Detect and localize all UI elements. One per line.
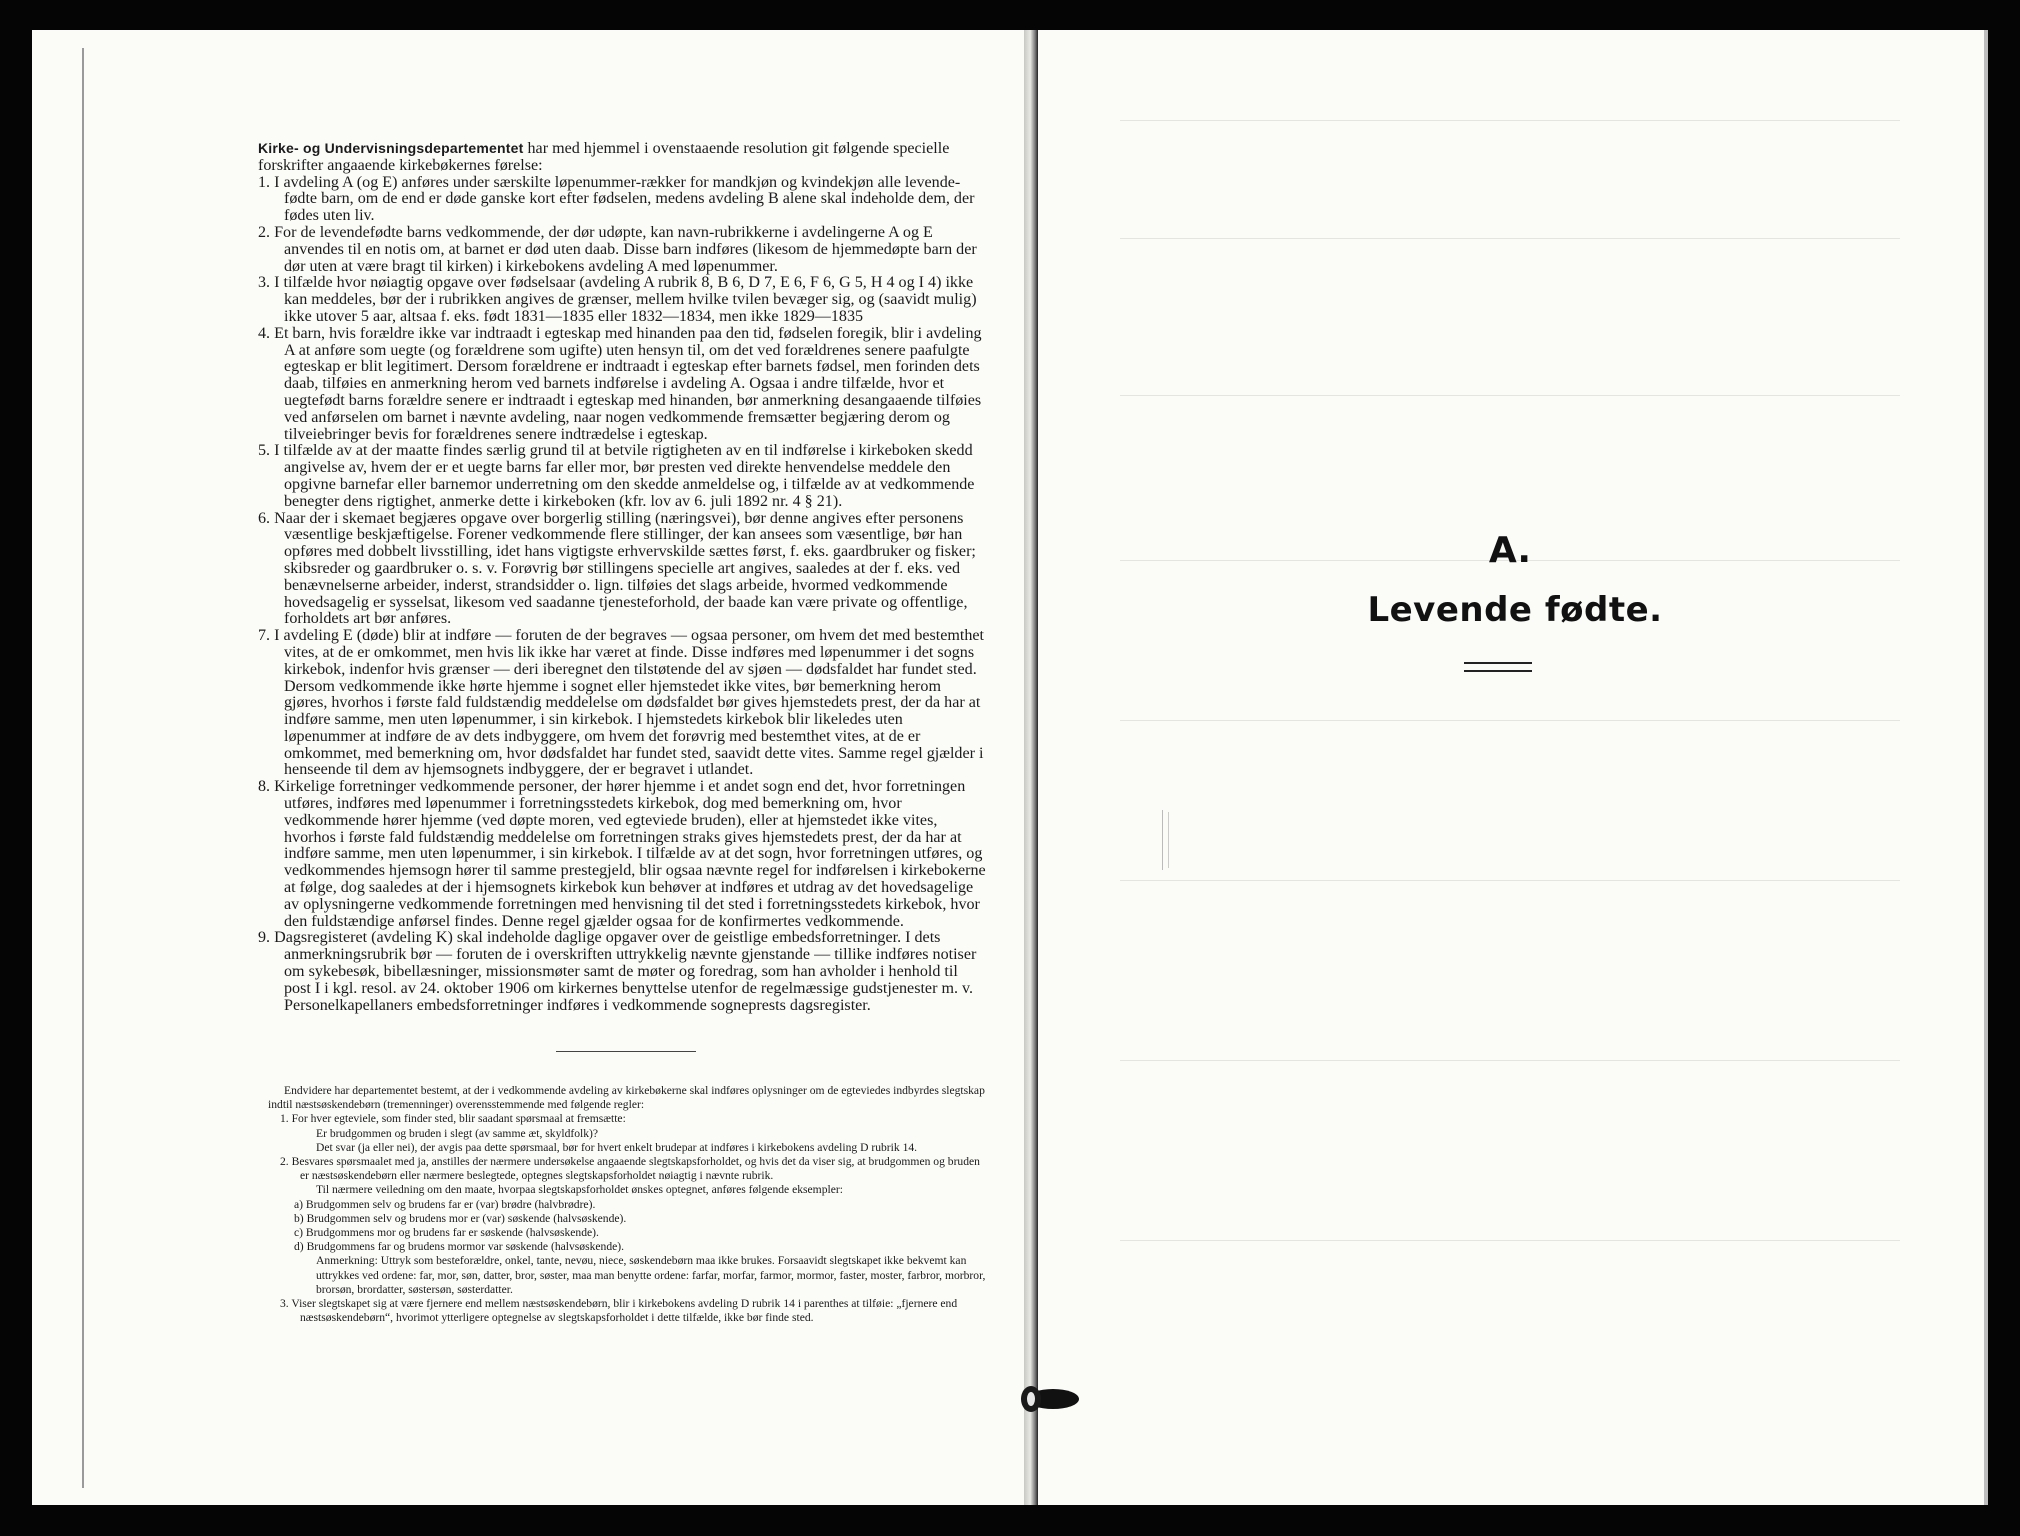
item-number: 4. <box>258 324 271 342</box>
instructions-intro <box>258 140 988 175</box>
item-number: 9. <box>258 929 271 947</box>
item-text: Kirkelige forretninger vedkommende personer, der hører hjemme i et andet sogn end det, hvor forretningen utføres, indføres med løpenummer i forretningsstedets kirkebok, dog med bemerkning om, hvor vedkommende hører hjemme (ved døpte moren, ved egteviede bruden), eller at hjemstedet ikke vites, hvorhos i første fald fuldstændig meddelelse om forretningen straks gives hjemstedets prest, der da har at indføre samme, men uten løpenummer, i sin kirkebok. I tilfælde av at det sogn, hvor forretningen utføres, og vedkommendes hjemsogn hører til samme prestegjeld, blir ogsaa nævnte regel for indførelsen i kirkebokerne at følge, dog saaledes at der i hjemsognets kirkebok kun behøver at indføres et utdrag av det hovedsagelige av oplysningerne vedkommende forretningen med henvisning til det sted i forretningsstedets kirkebok, hvor den fuldstændige anførsel findes. Denne regel gjælder ogsaa for de konfirmertes vedkommende. <box>274 778 986 930</box>
show-through-mark <box>1162 810 1163 870</box>
example-text: Brudgommen selv og brudens far er (var) brødre (halvbrødre). <box>305 1197 596 1211</box>
section-title: Levende fødte. <box>1367 590 1663 630</box>
example-key: d) <box>294 1240 304 1254</box>
supplement-item-3 <box>268 1297 988 1325</box>
supplement-item <box>268 1155 988 1183</box>
example-item <box>268 1198 988 1212</box>
page-edge <box>1984 30 1988 1505</box>
item-number: 6. <box>258 509 271 527</box>
example-item <box>268 1212 988 1226</box>
supplement-intro: Endvidere har departementet bestemt, at der i vedkommende avdeling av kirkebøkerne skal indføres oplysninger om de egteviedes indbyrdes slegtskap indtil næstsøskendebørn (tremenninger) overensstemmende med følgende regler: <box>268 1084 985 1112</box>
instruction-item <box>258 225 988 275</box>
instruction-item <box>258 326 988 444</box>
item-number: 3. <box>280 1297 289 1311</box>
title-double-rule <box>1464 662 1532 672</box>
item-text: I avdeling E (døde) blir at indføre — foruten de der begraves — ogsaa personer, om hvem det med bestemthet vites, at de er omkommet, men hvis lik ikke har været at finde. Disse indføres med løpenummer i det sogns kirkebok, indenfor hvis grænser — deri iberegnet den tilstøtende del av sjøen — dødsfaldet har fundet sted. Dersom vedkommende ikke hørte hjemme i sognet eller hjemstedet ikke vites, bør bemerkning herom gjøres, hvorhos i første fald fuldstændig meddelelse om dødsfaldet bør gives hjemstedets prest, der da har at indføre samme, men uten løpenummer, i sin kirkebok. I hjemstedets kirkebok blir likeledes uten løpenummer at indføre de av dets indbyggere, om hvem det forøvrig med bestemthet vites, at de er omkommet, med bemerkning om, hvor dødsfaldet har fundet sted, saavidt dette vites. Samme regel gjælder i henseende til dem av hjemsognets indbyggere, der er begravet i utlandet. <box>274 627 985 779</box>
supplement-subline: Til nærmere veiledning om den maate, hvorpaa slegtskapsforholdet ønskes optegnet, anføres følgende eksempler: <box>316 1183 843 1197</box>
item-number: 2. <box>280 1155 289 1169</box>
show-through-line <box>1120 1240 1900 1241</box>
department-heading: Kirke- og Undervisningsdepartementet <box>258 140 524 156</box>
instruction-item <box>258 511 988 629</box>
section-divider <box>556 1051 696 1052</box>
examples-list <box>268 1198 988 1255</box>
item-text: For de levendefødte barns vedkommende, der dør udøpte, kan navn-rubrikkerne i avdelingerne A og E anvendes til en notis om, at barnet er død uten daab. Disse barn indføres (likesom de hjemmedøpte barn der dør uten at være bragt til kirken) i kirkebokens avdeling A med løpenummer. <box>274 223 977 275</box>
page-margin-line <box>82 48 84 1488</box>
supplement-subline: Er brudgommen og bruden i slegt (av samme æt, skyldfolk)? <box>316 1126 599 1140</box>
supplement-subline: Det svar (ja eller nei), der avgis paa dette spørsmaal, bør for hvert enkelt brudepar at indføres i kirkebokens avdeling D rubrik 14. <box>316 1140 918 1154</box>
intro-text: har med hjemmel i ovenstaaende resolution git følgende specielle forskrifter angaaende kirkebøkernes førelse: <box>258 140 950 174</box>
show-through-line <box>1120 238 1900 239</box>
item-text: Dagsregisteret (avdeling K) skal indeholde daglige opgaver over de geistlige embedsforretninger. I dets anmerkningsrubrik bør — foruten de i overskriften uttrykkelig nævnte gjenstande — tillike indføres notiser om sykebesøk, bibellæsninger, missionsmøter samt de møter og foredrag, som han avholder i henhold til post I i kgl. resol. av 24. oktober 1906 om kirkernes benyttelse utenfor de regelmæssige gudstjenester m. v. Personelkapellaners embedsforretninger indføres i vedkommende sogneprests dagsregister. <box>274 929 977 1014</box>
item-number: 1. <box>258 173 271 191</box>
instruction-item <box>258 275 988 325</box>
supplement-item <box>268 1112 988 1126</box>
example-key: a) <box>294 1197 304 1211</box>
example-text: Brudgommens mor og brudens far er søskende (halvsøskende). <box>305 1226 599 1240</box>
item-number: 1. <box>280 1112 289 1126</box>
instruction-item <box>258 443 988 510</box>
binding-clip <box>1017 1382 1081 1416</box>
show-through-line <box>1120 720 1900 721</box>
item-text: Viser slegtskapet sig at være fjernere end mellem næstsøskendebørn, blir i kirkebokens avdeling D rubrik 14 i parenthes at tilføie: „fjernere end næstsøskendebørn“, hvorimot ytterligere optegnelse av slegtskapsforholdet i dette tilfælde, ikke bør finde sted. <box>291 1297 958 1325</box>
example-item <box>268 1226 988 1240</box>
instruction-item <box>258 175 988 225</box>
instructions-list <box>258 175 988 1015</box>
item-text: Naar der i skemaet begjæres opgave over borgerlig stilling (næringsvei), bør denne angives efter personens væsentlige beskjæftigelse. Forener vedkommende flere stillinger, der kan ansees som væsentlige, bør han opføres med dobbelt livsstilling, idet hans vigtigste erhvervskilde sættes først, f. eks. gaardbruker og fisker; skibsreder og gaardbruker o. s. v. Forøvrig bør stillingens specielle art angives, saaledes at der f. eks. ved benævnelserne arbeider, inderst, strandsidder o. lign. tilføies det slags arbeide, hvormed vedkommende hovedsagelig er sysselsat, likesom ved saadanne tjenesteforhold, der baade kan være private og offentlige, forholdets art bør anføres. <box>274 509 976 628</box>
book-gutter <box>1024 30 1038 1505</box>
item-text: Besvares spørsmaalet med ja, anstilles der nærmere undersøkelse angaaende slegtskapsforholdet, og hvis det da viser sig, at brudgommen og bruden er næstsøskendebørn eller nærmere beslegtede, optegnes slegtskapsforholdet nøiagtig i nævnte rubrik. <box>291 1155 980 1183</box>
example-key: b) <box>294 1211 304 1225</box>
example-key: c) <box>294 1226 304 1240</box>
anmerkning-note: Anmerkning: Uttryk som besteforældre, onkel, tante, nevøu, niece, søskendebørn maa ikke brukes. Forsaavidt slegtskapet ikke bekvemt kan uttrykkes ved ordene: far, mor, søn, datter, bror, søster, maa man benytte ordene: farfar, morfar, farmor, mormor, faster, moster, farbror, morbror, brorsøn, brordatter, søstersøn, søsterdatter. <box>316 1254 986 1296</box>
example-text: Brudgommens far og brudens mormor var søskende (halvsøskende). <box>306 1240 625 1254</box>
item-text: I tilfælde av at der maatte findes særlig grund til at betvile rigtigheten av en til indførelse i kirkeboken skedd angivelse av, hvem der er et uegte barns far eller mor, bør presten ved direkte henvendelse meddele den opgivne barnefar eller barnemor underretning om den skedde anmeldelse og, i tilfælde av at vedkommende benegter dens rigtighet, anmerke dette i kirkeboken (kfr. lov av 6. juli 1892 nr. 4 § 21). <box>274 442 975 510</box>
show-through-line <box>1120 880 1900 881</box>
example-text: Brudgommen selv og brudens mor er (var) søskende (halvsøskende). <box>306 1211 627 1225</box>
item-text: Et barn, hvis forældre ikke var indtraadt i egteskap med hinanden paa den tid, fødselen foregik, blir i avdeling A at anføre som uegte (og forældrene som ugifte) uten hensyn til, om det ved forældrenes senere paafulgte egteskap er blit legitimert. Dersom forældrene er indtraadt i egteskap efter barnets fødsel, men forinden dets daab, tilføies en anmerkning herom ved barnets indførelse i avdeling A. Ogsaa i andre tilfælde, hvor et uegtefødt barns forældre senere er indtraadt i egteskap med hinanden, bør anmerkning desangaaende tilføies ved anførselen om barnet i nævnte avdeling, naar nogen vedkommende fremsætter begjæring derom og tilveiebringer bevis for forældrenes senere indtrædelse i egteskap. <box>274 324 982 443</box>
instruction-item <box>258 779 988 930</box>
item-number: 5. <box>258 442 271 460</box>
supplement-list <box>268 1112 988 1197</box>
item-number: 8. <box>258 778 271 796</box>
show-through-line <box>1120 395 1900 396</box>
supplement-text <box>268 1084 988 1325</box>
show-through-line <box>1120 120 1900 121</box>
item-text: For hver egteviele, som finder sted, blir saadant spørsmaal at fremsætte: <box>291 1112 626 1126</box>
show-through-mark <box>1168 812 1169 868</box>
item-number: 2. <box>258 223 271 241</box>
right-page <box>1038 30 1987 1505</box>
item-number: 3. <box>258 274 271 292</box>
instruction-item <box>258 628 988 779</box>
instructions-text <box>258 140 988 1014</box>
item-text: I avdeling A (og E) anføres under særskilte løpenummer-rækker for mandkjøn og kvindekjøn alle levende-fødte barn, om de end er døde ganske kort efter fødselen, medens avdeling B alene skal indeholde dem, der fødes uten liv. <box>274 173 975 225</box>
instruction-item <box>258 930 988 1014</box>
example-item <box>268 1240 988 1254</box>
show-through-line <box>1120 1060 1900 1061</box>
item-text: I tilfælde hvor nøiagtig opgave over fødselsaar (avdeling A rubrik 8, B 6, D 7, E 6, F 6, G 5, H 4 og I 4) ikke kan meddeles, bør der i rubrikken angives de grænser, mellem hvilke tvilen bevæger sig, og (saavidt mulig) ikke utover 5 aar, altsaa f. eks. født 1831—1835 eller 1832—1834, men ikke 1829—1835 <box>274 274 977 325</box>
item-number: 7. <box>258 627 271 645</box>
section-letter: A. <box>1488 530 1532 571</box>
